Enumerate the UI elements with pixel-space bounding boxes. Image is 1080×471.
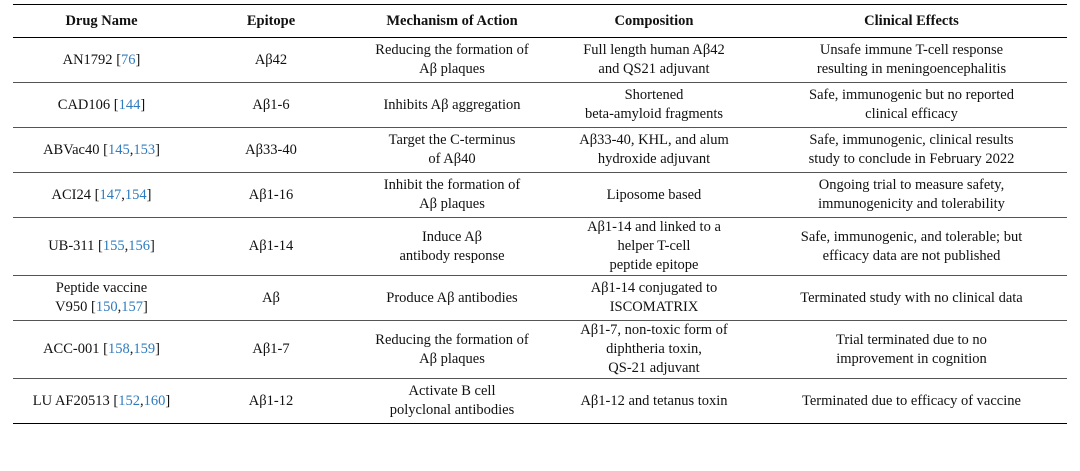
composition-line: peptide epitope <box>609 257 699 273</box>
effects-cell <box>756 128 1067 173</box>
mechanism-line: Aβ plaques <box>419 61 485 77</box>
effects-cell <box>756 83 1067 128</box>
effects-line: Safe, immunogenic but no reported <box>809 87 1014 103</box>
header-row <box>13 5 1067 38</box>
composition-line: Aβ1-7, non-toxic form of <box>580 322 728 338</box>
citation-link[interactable]: 158 <box>107 341 130 357</box>
effects-cell <box>756 321 1067 379</box>
mechanism-line: polyclonal antibodies <box>389 402 515 418</box>
composition-cell <box>552 173 756 218</box>
effects-cell <box>756 173 1067 218</box>
mechanism-line: of Aβ40 <box>428 151 476 167</box>
mechanism-cell <box>352 321 552 379</box>
epitope-cell: Aβ1-7 <box>190 321 352 379</box>
effects-line: immunogenicity and tolerability <box>818 196 1005 212</box>
citation-link[interactable]: 153 <box>133 141 156 158</box>
composition-line: Aβ1-14 and linked to a <box>587 219 721 235</box>
mechanism-cell <box>352 379 552 424</box>
header-composition: Composition <box>552 5 756 38</box>
citation-link[interactable]: 160 <box>143 392 166 409</box>
table-row <box>13 128 1067 173</box>
epitope-cell: Aβ1-12 <box>190 379 352 424</box>
drug-name-cell: LU AF20513 [152,160] <box>13 379 190 424</box>
drug-name-cell: Peptide vaccine V950 [150,157] <box>13 276 190 321</box>
drug-name: AN1792 <box>62 51 113 68</box>
effects-line: Safe, immunogenic, and tolerable; but <box>800 228 1023 245</box>
mechanism-line: Target the C-terminus <box>388 132 516 148</box>
mechanism-line: Induce Aβ <box>421 228 483 245</box>
effects-line: resulting in meningoencephalitis <box>816 61 1007 77</box>
effects-line: improvement in cognition <box>836 350 987 367</box>
header-drug-name: Drug Name <box>13 5 190 38</box>
composition-line: ISCOMATRIX <box>609 299 699 315</box>
citation-link[interactable]: 159 <box>133 341 156 357</box>
table-row <box>13 379 1067 424</box>
header-epitope: Epitope <box>190 5 352 38</box>
drug-name: Peptide vaccine <box>55 280 148 296</box>
mechanism-line: Inhibits Aβ aggregation <box>383 96 521 113</box>
drug-name-cell: AN1792 [76] <box>13 38 190 83</box>
mechanism-cell <box>352 128 552 173</box>
drug-name: ABVac40 <box>43 141 100 158</box>
composition-cell <box>552 276 756 321</box>
mechanism-cell <box>352 276 552 321</box>
composition-line: diphtheria toxin, <box>606 341 702 357</box>
effects-cell <box>756 379 1067 424</box>
effects-line: Unsafe immune T-cell response <box>819 42 1004 58</box>
effects-line: Terminated due to efficacy of vaccine <box>802 392 1021 409</box>
vaccine-table <box>13 4 1067 424</box>
composition-line: Aβ1-14 conjugated to <box>590 280 718 296</box>
table-row <box>13 38 1067 83</box>
composition-line: helper T-cell <box>617 238 691 254</box>
drug-name-cell: ACI24 [147,154] <box>13 173 190 218</box>
mechanism-line: Activate B cell <box>408 383 496 399</box>
composition-line: Shortened <box>624 87 684 103</box>
citation-link[interactable]: 154 <box>124 186 147 203</box>
drug-name: UB-311 <box>48 238 95 254</box>
composition-line: Aβ1-12 and tetanus toxin <box>580 392 728 409</box>
citation-link[interactable]: 144 <box>118 96 141 113</box>
epitope-cell: Aβ1-14 <box>190 218 352 276</box>
composition-line: QS-21 adjuvant <box>608 360 700 376</box>
effects-cell <box>756 218 1067 276</box>
drug-name-cell: CAD106 [144] <box>13 83 190 128</box>
effects-line: study to conclude in February 2022 <box>808 151 1015 167</box>
composition-line: beta-amyloid fragments <box>584 106 724 122</box>
drug-name: LU AF20513 <box>32 392 110 409</box>
drug-name-cell: ABVac40 [145,153] <box>13 128 190 173</box>
mechanism-line: Reducing the formation of <box>375 42 529 58</box>
epitope-cell: Aβ42 <box>190 38 352 83</box>
effects-cell <box>756 38 1067 83</box>
composition-line: and QS21 adjuvant <box>598 61 710 77</box>
effects-cell <box>756 276 1067 321</box>
composition-cell <box>552 379 756 424</box>
composition-cell <box>552 218 756 276</box>
mechanism-line: Produce Aβ antibodies <box>386 289 518 306</box>
effects-line: Trial terminated due to no <box>836 331 987 348</box>
composition-cell <box>552 38 756 83</box>
citation-link[interactable]: 145 <box>107 141 130 158</box>
mechanism-line: Reducing the formation of <box>375 331 529 348</box>
table-row <box>13 83 1067 128</box>
table-row <box>13 218 1067 276</box>
drug-name: ACC-001 <box>43 341 100 357</box>
citation-link[interactable]: 157 <box>121 299 143 315</box>
effects-line: efficacy data are not published <box>822 247 1001 264</box>
effects-line: Safe, immunogenic, clinical results <box>809 132 1014 148</box>
drug-name-line2: V950 <box>55 299 88 315</box>
citation-link[interactable]: 155 <box>102 238 125 254</box>
drug-name: ACI24 <box>51 186 92 203</box>
mechanism-cell <box>352 218 552 276</box>
citation-link[interactable]: 150 <box>95 299 118 315</box>
drug-name-cell: ACC-001 [158,159] <box>13 321 190 379</box>
header-mechanism: Mechanism of Action <box>352 5 552 38</box>
header-clinical-effects: Clinical Effects <box>756 5 1067 38</box>
epitope-cell: Aβ <box>190 276 352 321</box>
table-row <box>13 321 1067 379</box>
composition-line: Aβ33-40, KHL, and alum <box>579 132 729 148</box>
drug-name: CAD106 <box>57 96 111 113</box>
epitope-cell: Aβ33-40 <box>190 128 352 173</box>
composition-line: hydroxide adjuvant <box>597 151 711 167</box>
table-row <box>13 276 1067 321</box>
drug-name-cell: UB-311 [155,156] <box>13 218 190 276</box>
epitope-cell: Aβ1-6 <box>190 83 352 128</box>
mechanism-cell <box>352 173 552 218</box>
drug-table-container <box>13 4 1067 424</box>
mechanism-line: Inhibit the formation of <box>383 177 521 193</box>
citation-link[interactable]: 156 <box>128 238 150 254</box>
effects-line: clinical efficacy <box>865 106 958 122</box>
mechanism-line: antibody response <box>399 247 505 264</box>
composition-cell <box>552 321 756 379</box>
table-row <box>13 173 1067 218</box>
epitope-cell: Aβ1-16 <box>190 173 352 218</box>
composition-cell <box>552 83 756 128</box>
composition-line: Liposome based <box>606 186 702 203</box>
effects-line: Ongoing trial to measure safety, <box>818 177 1005 193</box>
effects-line: Terminated study with no clinical data <box>800 289 1023 306</box>
citation-link[interactable]: 147 <box>99 186 122 203</box>
mechanism-line: Aβ plaques <box>419 196 485 212</box>
composition-cell <box>552 128 756 173</box>
mechanism-cell <box>352 83 552 128</box>
citation-link[interactable]: 152 <box>118 392 140 409</box>
composition-line: Full length human Aβ42 <box>583 42 725 58</box>
mechanism-line: Aβ plaques <box>419 350 485 367</box>
mechanism-cell <box>352 38 552 83</box>
citation-link[interactable]: 76 <box>121 51 136 68</box>
